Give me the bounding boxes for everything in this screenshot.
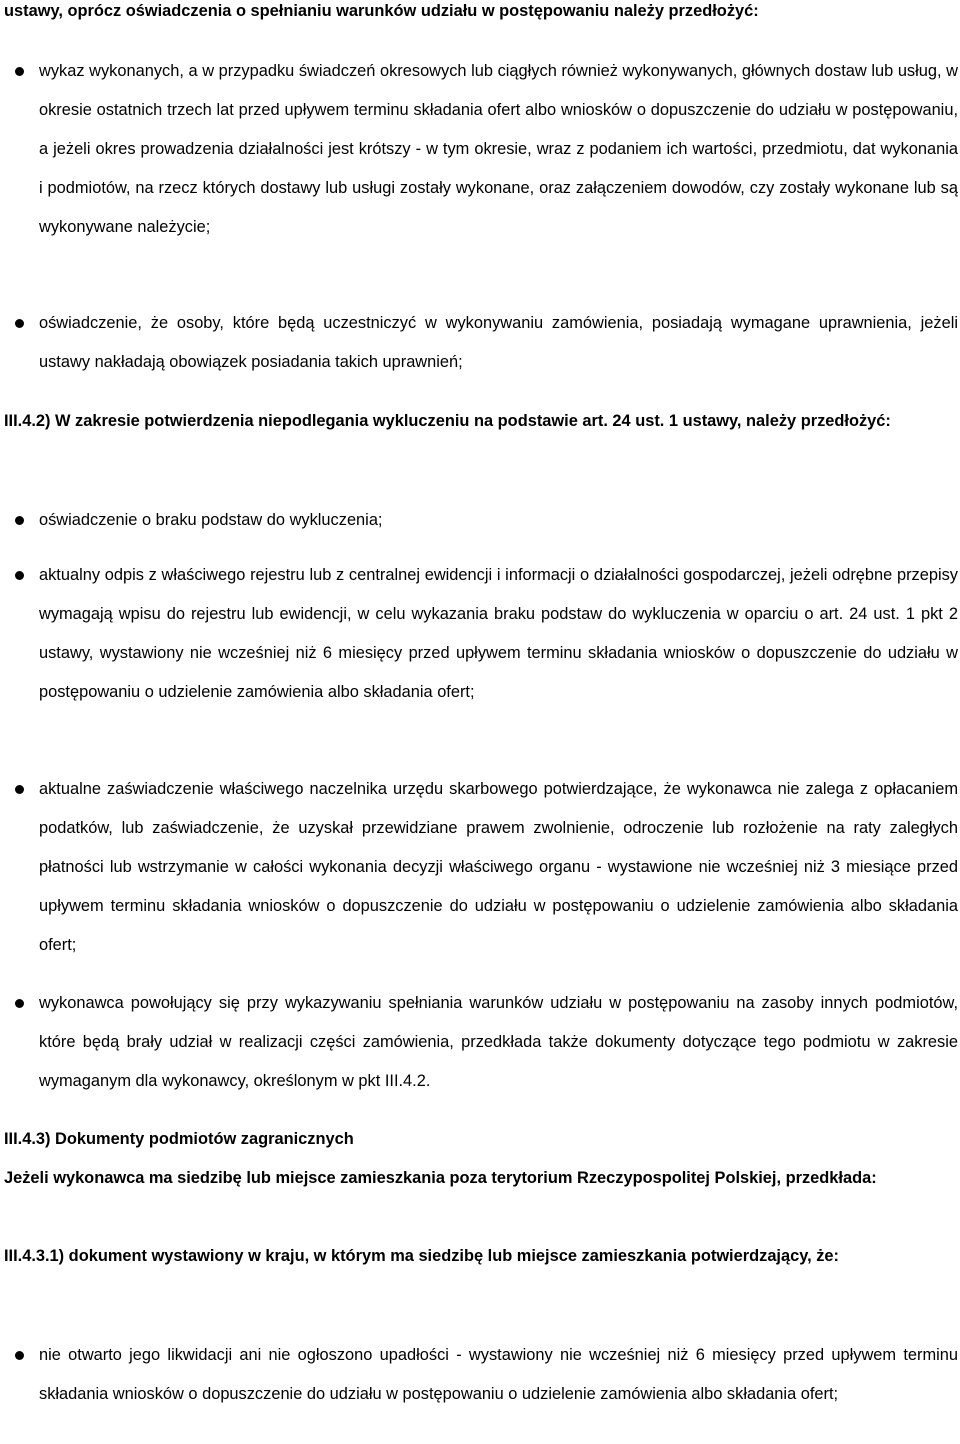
list-item-text: oświadczenie o braku podstaw do wykluczenia; bbox=[39, 511, 383, 529]
list-item-text: nie otwarto jego likwidacji ani nie ogłoszono upadłości - wystawiony nie wcześniej niż 6 miesięcy przed upływem terminu składania wniosków o dopuszczenie do udziału w postępowaniu o udzielenie zamówienia albo składania ofert; bbox=[39, 1346, 958, 1403]
section-heading-iii-4-3-1: III.4.3.1) dokument wystawiony w kraju, w którym ma siedzibę lub miejsce zamieszkania potwierdzający, że: bbox=[4, 1247, 839, 1265]
list-item bbox=[39, 556, 958, 712]
bullet-icon bbox=[15, 999, 24, 1008]
list-item-text: wykonawca powołujący się przy wykazywaniu spełniania warunków udziału w postępowaniu na zasoby innych podmiotów, które będą brały udział w realizacji części zamówienia, przedkłada także dokumenty dotyczące tego podmiotu w zakresie wymaganym dla wykonawcy, określonym w pkt III.4.2. bbox=[39, 994, 958, 1090]
bullet-icon bbox=[15, 516, 24, 525]
list-item bbox=[39, 501, 958, 540]
list-item bbox=[39, 304, 958, 382]
intro-line: ustawy, oprócz oświadczenia o spełnianiu warunków udziału w postępowaniu należy przedłożyć: bbox=[4, 2, 759, 20]
section-heading-iii-4-2: III.4.2) W zakresie potwierdzenia niepodlegania wykluczeniu na podstawie art. 24 ust. 1 ustawy, należy przedłożyć: bbox=[4, 412, 891, 430]
bullet-icon bbox=[15, 319, 24, 328]
list-item bbox=[39, 984, 958, 1101]
bullet-icon bbox=[15, 67, 24, 76]
list-item-text: wykaz wykonanych, a w przypadku świadczeń okresowych lub ciągłych również wykonywanych, głównych dostaw lub usług, w okresie ostatnich trzech lat przed upływem terminu składania ofert albo wniosków o dopuszczenie do udziału w postępowaniu, a jeżeli okres prowadzenia działalności jest krótszy - w tym okresie, wraz z podaniem ich wartości, przedmiotu, dat wykonania i podmiotów, na rzecz których dostawy lub usługi zostały wykonane, oraz załączeniem dowodów, czy zostały wykonane lub są wykonywane należycie; bbox=[39, 62, 958, 236]
bullet-icon bbox=[15, 571, 24, 580]
list-item-text: aktualne zaświadczenie właściwego naczelnika urzędu skarbowego potwierdzające, że wykonawca nie zalega z opłacaniem podatków, lub zaświadczenie, że uzyskał przewidziane prawem zwolnienie, odroczenie lub rozłożenie na raty zaległych płatności lub wstrzymanie w całości wykonania decyzji właściwego organu - wystawione nie wcześniej niż 3 miesiące przed upływem terminu składania wniosków o dopuszczenie do udziału w postępowaniu o udzielenie zamówienia albo składania ofert; bbox=[39, 780, 958, 954]
foreign-entities-intro: Jeżeli wykonawca ma siedzibę lub miejsce zamieszkania poza terytorium Rzeczypospolitej Polskiej, przedkłada: bbox=[4, 1169, 877, 1187]
bullet-icon bbox=[15, 785, 24, 794]
section-heading-iii-4-3: III.4.3) Dokumenty podmiotów zagranicznych bbox=[4, 1130, 354, 1148]
list-item-text: aktualny odpis z właściwego rejestru lub z centralnej ewidencji i informacji o działalności gospodarczej, jeżeli odrębne przepisy wymagają wpisu do rejestru lub ewidencji, w celu wykazania braku podstaw do wykluczenia w oparciu o art. 24 ust. 1 pkt 2 ustawy, wystawiony nie wcześniej niż 6 miesięcy przed upływem terminu składania wniosków o dopuszczenie do udziału w postępowaniu o udzielenie zamówienia albo składania ofert; bbox=[39, 566, 958, 701]
list-item bbox=[39, 1336, 958, 1414]
list-item-text: oświadczenie, że osoby, które będą uczestniczyć w wykonywaniu zamówienia, posiadają wymagane uprawnienia, jeżeli ustawy nakładają obowiązek posiadania takich uprawnień; bbox=[39, 314, 958, 371]
list-item bbox=[39, 52, 958, 247]
bullet-icon bbox=[15, 1351, 24, 1360]
list-item bbox=[39, 770, 958, 965]
